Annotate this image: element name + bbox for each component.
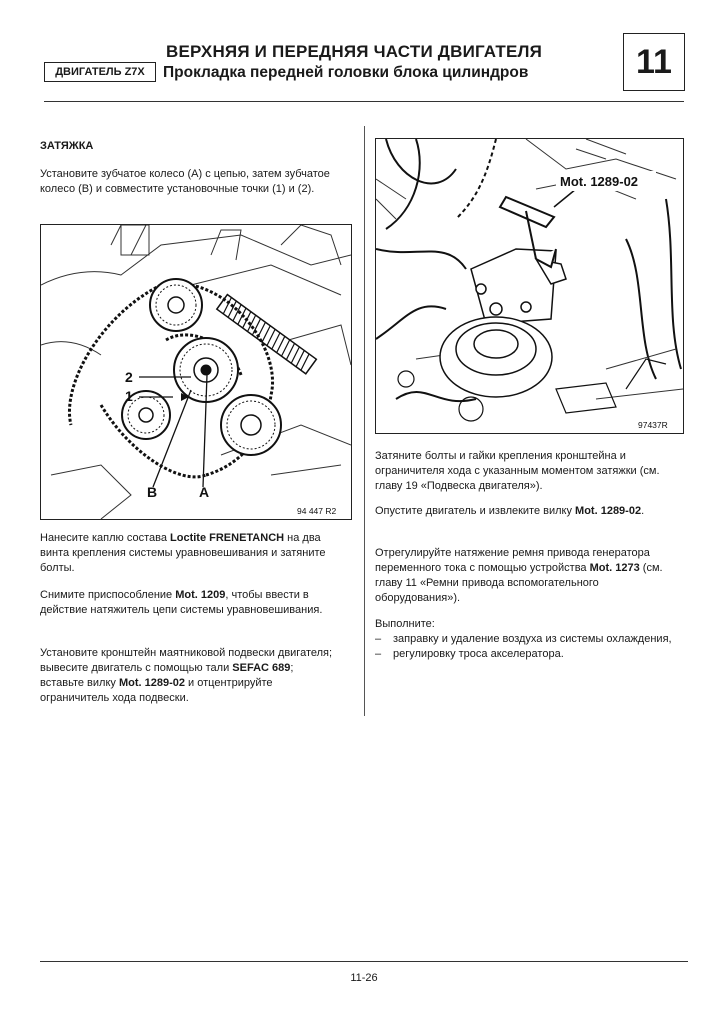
column-divider (364, 126, 365, 716)
header-rule (44, 101, 684, 102)
text-run: . (641, 505, 645, 517)
text-run: Установите кронштейн маятниковой подвески двигателя; вывесите двигатель с помощью тали (40, 647, 333, 674)
list-item: – заправку и удаление воздуха из системы охлаждения, (375, 632, 680, 647)
chapter-number: 11 (636, 42, 672, 81)
list-intro: Выполните: (375, 618, 435, 630)
text-run: на два винта крепления системы уравновешивания и затяните болты. (40, 532, 326, 574)
instruction-paragraph (40, 646, 340, 706)
instruction-paragraph (40, 588, 340, 618)
label-a: A (199, 484, 210, 500)
text-run: Снимите приспособление (40, 589, 176, 601)
instruction-paragraph (40, 531, 340, 576)
section-title: ЗАТЯЖКА (40, 140, 94, 152)
tool-reference: Mot. 1273 (589, 562, 640, 574)
tool-label: Mot. 1289-02 (560, 174, 639, 189)
text-run: ; вставьте вилку (40, 662, 294, 689)
instruction-paragraph (375, 546, 680, 606)
tool-reference: SEFAC 689 (232, 662, 291, 674)
steps-list (375, 632, 680, 662)
instruction-paragraph: Затяните болты и гайки крепления кронштейна и ограничителя хода с указанным моментом затяжки (см. главу 19 «Подвеска двигателя»). (375, 450, 660, 492)
timing-chain-figure (40, 224, 352, 520)
page-subtitle: Прокладка передней головки блока цилиндров (163, 64, 529, 81)
text-run: Отрегулируйте натяжение ремня привода генератора переменного тока с помощью устройства (375, 547, 650, 574)
label-b: B (147, 484, 158, 500)
figure-code: 97437R (638, 420, 668, 430)
text-run: Нанесите каплю состава (40, 532, 171, 544)
tool-reference: Mot. 1289-02 (575, 505, 642, 517)
engine-tag (44, 62, 156, 82)
figure-code: 94 447 R2 (297, 506, 337, 516)
tool-reference: Mot. 1209 (175, 589, 226, 601)
list-item: – регулировку троса акселератора. (375, 647, 680, 662)
instruction-paragraph (375, 504, 680, 519)
engine-mount-figure (375, 138, 684, 434)
text-run: и отцентрируйте ограничитель хода подвески. (40, 677, 273, 704)
instruction-paragraph: Установите зубчатое колесо (А) с цепью, затем зубчатое колесо (В) и совместите установочные точки (1) и (2). (40, 168, 330, 195)
label-1: 1 (125, 388, 133, 404)
text-run: Опустите двигатель и извлеките вилку (375, 505, 576, 517)
chapter-number-box (623, 33, 685, 91)
text-run: , чтобы ввести в действие натяжитель цепи системы уравновешивания. (40, 589, 323, 616)
tool-reference: Mot. 1289-02 (118, 677, 185, 689)
page-number: 11-26 (350, 972, 378, 984)
engine-mount-drawing (376, 139, 683, 433)
label-2: 2 (125, 369, 133, 385)
footer-rule (40, 961, 688, 962)
timing-chain-drawing (41, 225, 351, 519)
section-heading: ВЕРХНЯЯ И ПЕРЕДНЯЯ ЧАСТИ ДВИГАТЕЛЯ (166, 42, 543, 61)
engine-tag-label: ДВИГАТЕЛЬ Z7X (55, 66, 145, 78)
text-run: (см. главу 11 «Ремни привода вспомогательного оборудования»). (375, 562, 663, 604)
product-name: Loctite FRENETANCH (170, 532, 285, 544)
